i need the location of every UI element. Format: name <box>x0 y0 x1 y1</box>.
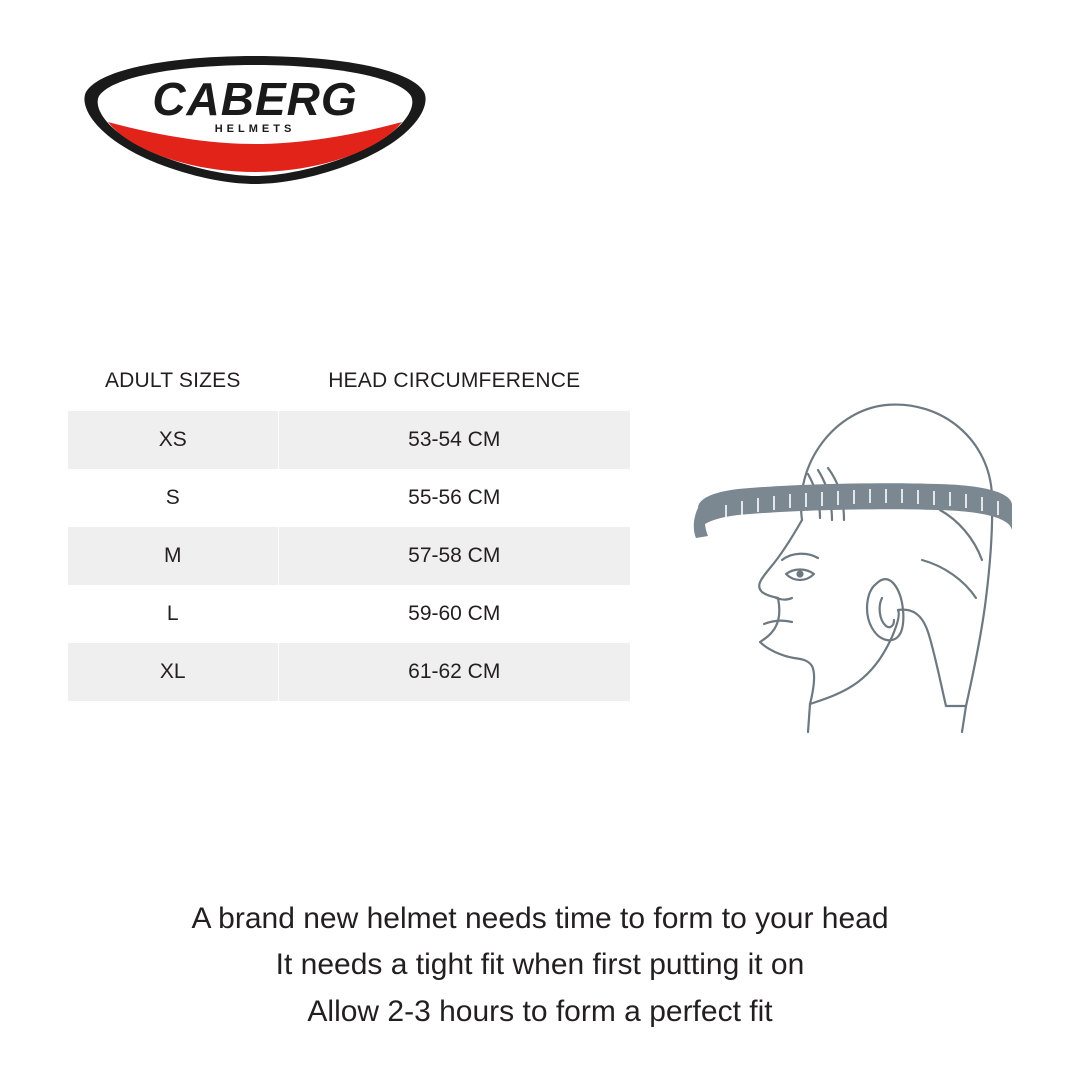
column-header-head-circumference: HEAD CIRCUMFERENCE <box>278 352 630 411</box>
note-line-2: It needs a tight fit when first putting it on <box>275 948 805 982</box>
neck-front <box>808 704 810 732</box>
size-chart-table <box>68 352 630 701</box>
cell-circumference: 53-54 CM <box>278 411 630 470</box>
hair-line <box>940 510 982 560</box>
cell-size: S <box>68 469 278 527</box>
cell-circumference: 59-60 CM <box>278 585 630 643</box>
fit-notes <box>0 900 1080 1039</box>
head-outline <box>801 405 992 706</box>
hair-line <box>922 560 976 598</box>
table-row <box>68 585 630 643</box>
cell-circumference: 61-62 CM <box>278 643 630 701</box>
caberg-logo-icon <box>80 52 430 187</box>
logo-wordmark: CABERG <box>152 73 358 125</box>
cell-circumference: 57-58 CM <box>278 527 630 585</box>
table-header <box>68 352 630 411</box>
eyebrow <box>782 554 818 560</box>
table-row <box>68 411 630 470</box>
table-row <box>68 469 630 527</box>
cell-size: XS <box>68 411 278 470</box>
head-profile-icon <box>690 370 1030 740</box>
face-profile <box>759 520 814 704</box>
column-header-adult-sizes: ADULT SIZES <box>68 352 278 411</box>
table-row <box>68 643 630 701</box>
note-line-3: Allow 2-3 hours to form a perfect fit <box>307 994 773 1028</box>
cell-size: L <box>68 585 278 643</box>
logo-tagline: HELMETS <box>214 123 296 135</box>
nostril <box>776 598 792 600</box>
head-measurement-illustration <box>690 370 1030 740</box>
ear-inner <box>880 598 894 627</box>
table-row <box>68 527 630 585</box>
neck-back <box>962 706 966 732</box>
table-header-row <box>68 352 630 411</box>
cell-size: XL <box>68 643 278 701</box>
note-line-1: A brand new helmet needs time to form to your head <box>191 902 889 935</box>
table-body <box>68 411 630 702</box>
tape-band <box>698 483 1012 534</box>
cell-size: M <box>68 527 278 585</box>
pupil <box>796 570 803 577</box>
cell-circumference: 55-56 CM <box>278 469 630 527</box>
caberg-logo <box>80 52 430 187</box>
